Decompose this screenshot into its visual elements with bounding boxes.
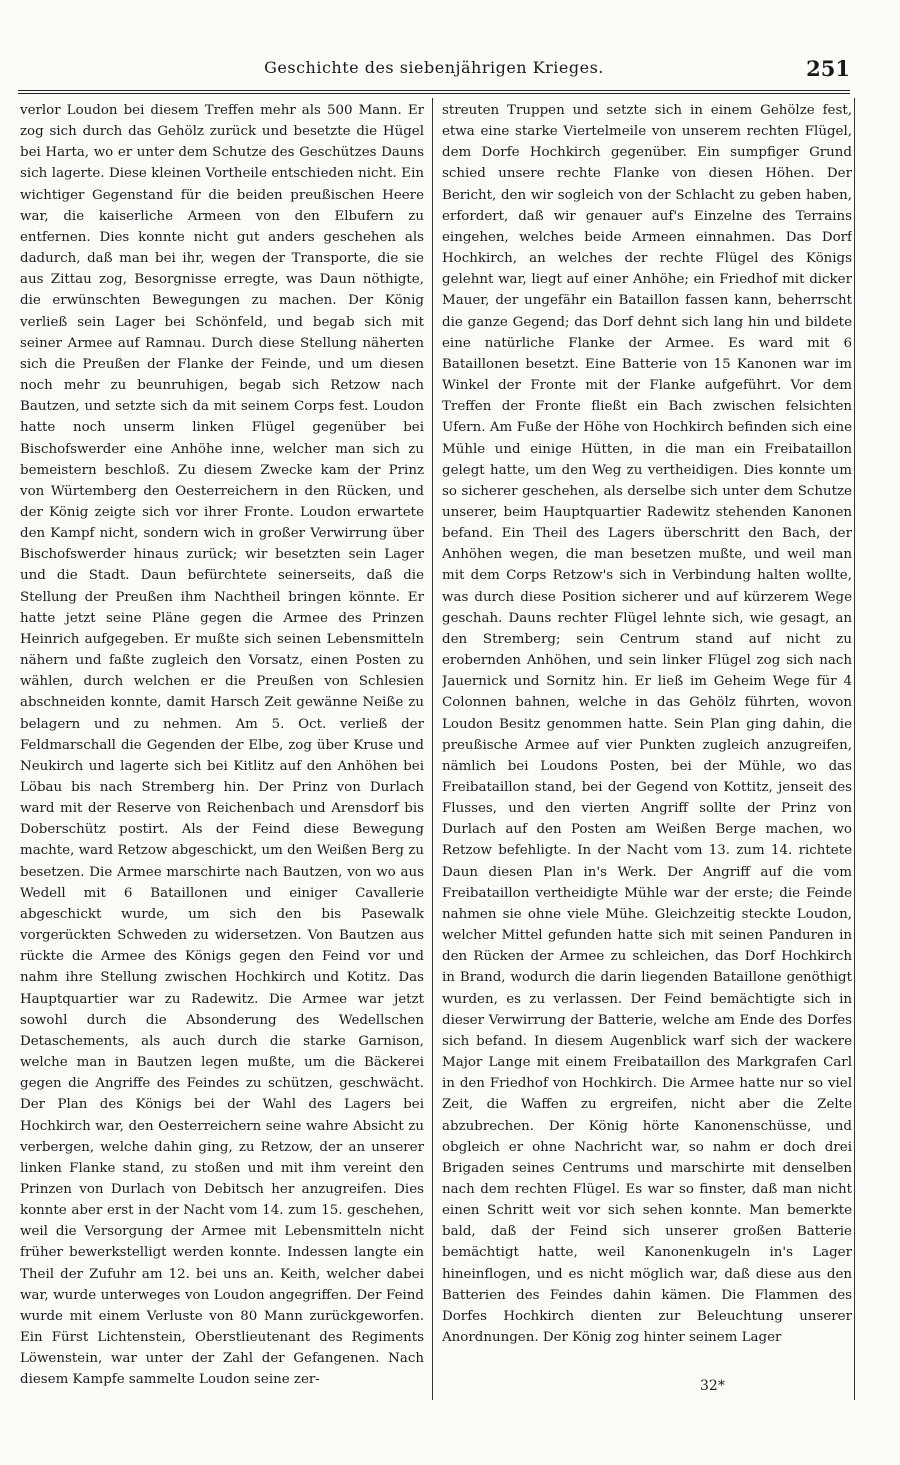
running-title: Geschichte des siebenjährigen Krieges. [264, 58, 604, 77]
header-rule-double [18, 93, 850, 94]
page-header [18, 54, 850, 88]
column-divider [432, 98, 433, 1400]
signature-mark: 32* [700, 1378, 725, 1394]
page-number: 251 [806, 56, 850, 81]
header-rule [18, 90, 850, 91]
text-column-right: streuten Truppen und setzte sich in einem Gehölze fest, etwa eine starke Viertelmeile von unserem rechten Flügel, dem Dorfe Hochkirch gegenüber. Ein sumpfiger Grund schied unsere rechte Flanke von diesen Höhen. Der Bericht, den wir sogleich von der Schlacht zu geben haben, erfordert, daß wir genauer auf's Einzelne des Terrains eingehen, welches beide Armeen einnahmen. Das Dorf Hochkirch, an welches der rechte Flügel des Königs gelehnt war, liegt auf einer Anhöhe; ein Friedhof mit dicker Mauer, der ungefähr ein Bataillon fassen kann, beherrscht die ganze Gegend; das Dorf dehnt sich lang hin und bildete eine natürliche Flanke der Armee. Es ward mit 6 Bataillonen besetzt. Eine Batterie von 15 Kanonen war im Winkel der Fronte mit der Flanke aufgeführt. Vor dem Treffen der Fronte fließt ein Bach zwischen felsichten Ufern. Am Fuße der Höhe von Hochkirch befinden sich eine Mühle und einige Hütten, in die man ein Freibataillon gelegt hatte, um den Weg zu vertheidigen. Dies konnte um so sicherer geschehen, als derselbe sich unter dem Schutze unserer, beim Hauptquartier Radewitz stehenden Kanonen befand. Ein Theil des Lagers überschritt den Bach, der Anhöhen wegen, die man besetzen mußte, und weil man mit dem Corps Retzow's sich in Verbindung halten wollte, was durch diese Position sicherer und auf kürzerem Wege geschah. Dauns rechter Flügel lehnte sich, wie gesagt, an den Stremberg; sein Centrum stand auf nicht zu erobernden Anhöhen, und sein linker Flügel zog sich nach Jauernick und Sornitz hin. Er ließ im Geheim Wege für 4 Colonnen bahnen, welche in das Gehölz führten, wovon Loudon Besitz genommen hatte. Sein Plan ging dahin, die preußische Armee auf vier Punkten zugleich anzugreifen, nämlich bei Loudons Posten, bei der Mühle, wo das Freibataillon stand, bei der Gegend von Kottitz, jenseit des Flusses, und den vierten Angriff sollte der Prinz von Durlach auf den Posten am Weißen Berge machen, wo Retzow befehligte. In der Nacht vom 13. zum 14. richtete Daun diesen Plan in's Werk. Der Angriff auf die vom Freibataillon vertheidigte Mühle war der erste; die Feinde nahmen sie ohne viele Mühe. Gleichzeitig steckte Loudon, welcher Mittel gefunden hatte sich mit seinen Panduren in den Rücken der Armee zu schleichen, das Dorf Hochkirch in Brand, wodurch die darin liegenden Bataillone genöthigt wurden, es zu verlassen. Der Feind bemächtigte sich in dieser Verwirrung der Batterie, welche am Ende des Dorfes sich befand. In diesem Augenblick warf sich der wackere Major Lange mit einem Freibataillon des Markgrafen Carl in den Friedhof von Hochkirch. Die Armee hatte nur so viel Zeit, die Waffen zu ergreifen, nicht aber die Zelte abzubrechen. Der König hörte Kanonenschüsse, und obgleich er ohne Nachricht war, so nahm er doch drei Brigaden seines Centrums und marschirte mit denselben nach dem rechten Flügel. Es war so finster, daß man nicht einen Schritt weit vor sich sehen konnte. Man bemerkte bald, daß der Feind sich unserer großen Batterie bemächtigt hatte, weil Kanonenkugeln in's Lager hineinflogen, und es nicht möglich war, daß diese aus den Batterien des Feindes dahin kämen. Die Flammen des Dorfes Hochkirch dienten zur Beleuchtung unserer Anordnungen. Der König zog hinter seinem Lager [442, 103, 852, 1346]
text-column-left: verlor Loudon bei diesem Treffen mehr als 500 Mann. Er zog sich durch das Gehölz zurück und besetzte die Hügel bei Harta, wo er unter dem Schutze des Geschützes Dauns sich lagerte. Diese kleinen Vortheile entschieden nicht. Ein wichtiger Gegenstand für die beiden preußischen Heere war, die kaiserliche Armeen von den Elbufern zu entfernen. Dies konnte nicht gut anders geschehen als dadurch, daß man bei ihr, wegen der Transporte, die sie aus Zittau zog, Besorgnisse erregte, was Daun nöthigte, die erwünschten Bewegungen zu machen. Der König verließ sein Lager bei Schönfeld, und begab sich mit seiner Armee auf Ramnau. Durch diese Stellung näherten sich die Preußen der Flanke der Feinde, und um diesen noch mehr zu beunruhigen, begab sich Retzow nach Bautzen, und setzte sich da mit seinem Corps fest. Loudon hatte noch unserm linken Flügel gegenüber bei Bischofswerder eine Anhöhe inne, welcher man sich zu bemeistern beschloß. Zu diesem Zwecke kam der Prinz von Würtemberg den Oesterreichern in den Rücken, und der König zeigte sich vor ihrer Fronte. Loudon erwartete den Kampf nicht, sondern wich in großer Verwirrung über Bischofswerder hinaus zurück; wir besetzten sein Lager und die Stadt. Daun befürchtete seinerseits, daß die Stellung der Preußen ihm Nachtheil bringen könnte. Er hatte jetzt seine Pläne gegen die Armee des Prinzen Heinrich aufgegeben. Er mußte sich seinen Lebensmitteln nähern und faßte zugleich den Vorsatz, einen Posten zu wählen, durch welchen er die Preußen von Schlesien abschneiden konnte, damit Harsch Zeit gewänne Neiße zu belagern und zu nehmen. Am 5. Oct. verließ der Feldmarschall die Gegenden der Elbe, zog über Kruse und Neukirch und lagerte sich bei Kitlitz auf den Anhöhen bei Löbau bis nach Stremberg hin. Der Prinz von Durlach ward mit der Reserve von Reichenbach und Arensdorf bis Doberschütz postirt. Als der Feind diese Bewegung machte, ward Retzow abgeschickt, um den Weißen Berg zu besetzen. Die Armee marschirte nach Bautzen, von wo aus Wedell mit 6 Bataillonen und einiger Cavallerie abgeschickt wurde, um sich den bis Pasewalk vorgerückten Schweden zu widersetzen. Von Bautzen aus rückte die Armee des Königs gegen den Feind vor und nahm ihre Stellung zwischen Hochkirch und Kotitz. Das Hauptquartier war zu Radewitz. Die Armee war jetzt sowohl durch die Absonderung des Wedellschen Detaschements, als auch durch die starke Garnison, welche man in Bautzen legen mußte, um die Bäckerei gegen die Angriffe des Feindes zu schützen, geschwächt. Der Plan des Königs bei der Wahl des Lagers bei Hochkirch war, den Oesterreichern seine wahre Absicht zu verbergen, welche dahin ging, zu Retzow, der an unserer linken Flanke stand, zu stoßen und mit ihm vereint den Prinzen von Durlach von Debitsch her anzugreifen. Dies konnte aber erst in der Nacht vom 14. zum 15. geschehen, weil die Versorgung der Armee mit Lebensmitteln nicht früher bewerkstelligt werden konnte. Indessen langte ein Theil der Zufuhr am 12. bei uns an. Keith, welcher dabei war, wurde unterweges von Loudon angegriffen. Der Feind wurde mit einem Verluste von 80 Mann zurückgeworfen. Ein Fürst Lichtenstein, Oberstlieutenant des Regiments Löwenstein, war unter der Zahl der Gefangenen. Nach diesem Kampfe sammelte Loudon seine zer- [20, 103, 424, 1388]
right-column-rule [854, 98, 855, 1400]
